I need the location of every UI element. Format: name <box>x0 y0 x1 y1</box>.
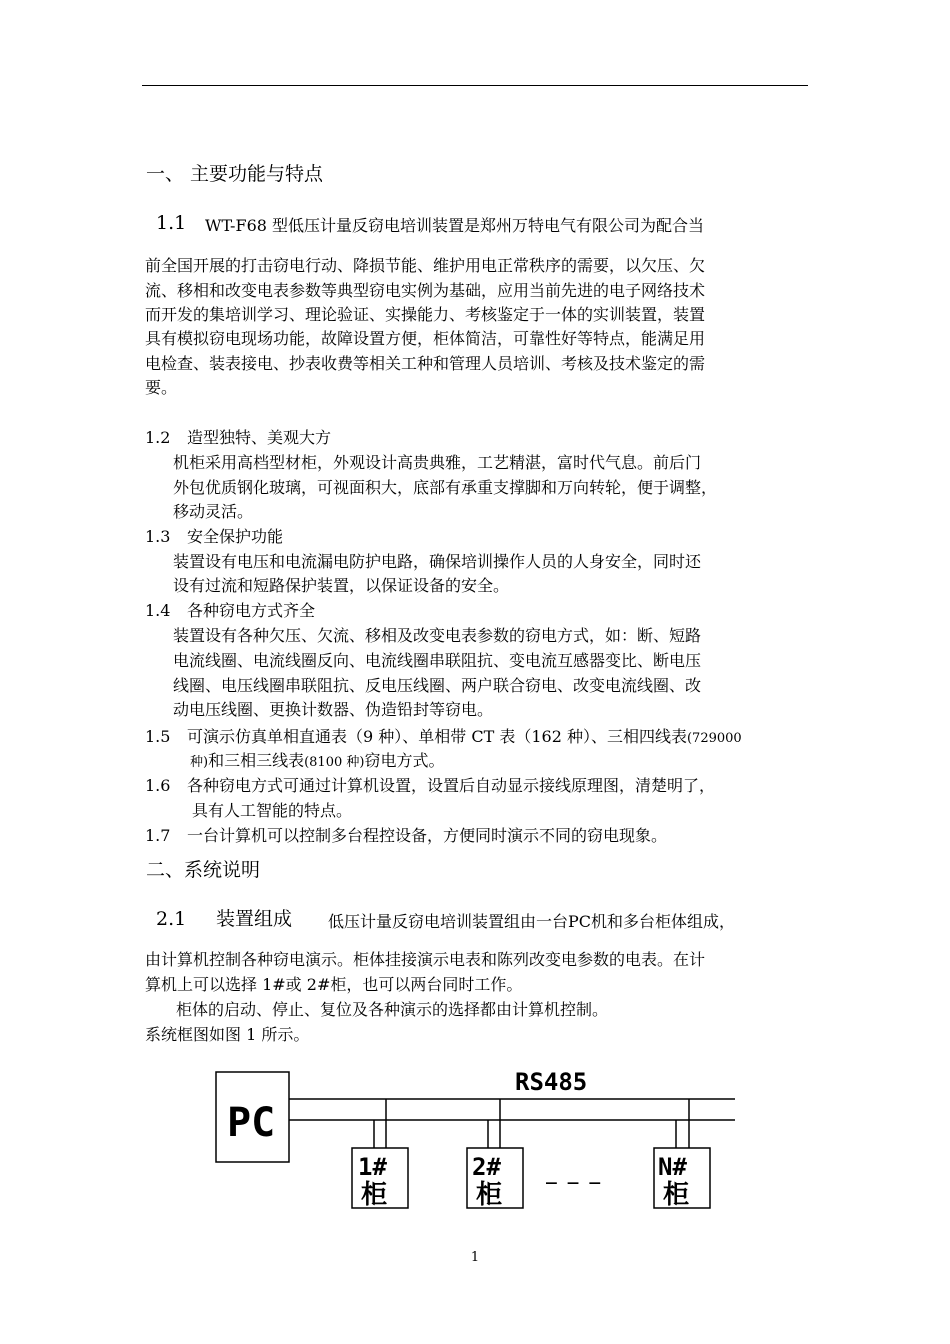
para-1-5-line-1-tail: (729000 <box>686 731 742 746</box>
para-1-4-title: 各种窃电方式齐全 <box>187 601 316 620</box>
cabinet-ellipsis: _ _ _ <box>546 1164 601 1185</box>
para-1-3-line: 装置设有电压和电流漏电防护电路，确保培训操作人员的人身安全，同时还 <box>173 552 702 571</box>
para-2-1-indent-line: 柜体的启动、停止、复位及各种演示的选择都由计算机控制。 <box>176 1000 609 1019</box>
cabinet-1-number: 1# <box>358 1153 387 1181</box>
para-1-6-number: 1.6 <box>145 776 171 795</box>
para-1-4-line: 线圈、电压线圈串联阻抗、反电压线圈、两户联合窃电、改变电流线圈、改 <box>173 676 702 695</box>
para-1-4-line: 电流线圈、电流线圈反向、电流线圈串联阻抗、变电流互感器变比、断电压 <box>173 651 702 670</box>
section2-heading: 二、系统说明 <box>146 859 261 881</box>
para-1-6-line-1: 各种窃电方式可通过计算机设置，设置后自动显示接线原理图，清楚明了， <box>187 776 716 795</box>
bus-label: RS485 <box>515 1068 588 1096</box>
para-1-1-line: 而开发的集培训学习、理论验证、实操能力、考核鉴定于一体的实训装置，装置 <box>145 305 706 324</box>
para-2-1-line: 算机上可以选择 1#或 2#柜，也可以两台同时工作。 <box>145 975 523 994</box>
para-1-6-line-2: 具有人工智能的特点。 <box>192 801 353 820</box>
pc-label: PC <box>227 1100 276 1146</box>
page-number: 1 <box>470 1250 480 1265</box>
cabinet-n-number: N# <box>658 1153 687 1181</box>
para-1-2-line: 移动灵活。 <box>173 502 254 521</box>
cabinet-2-label: 柜 <box>476 1180 503 1210</box>
para-1-5-number: 1.5 <box>145 727 171 746</box>
para-1-3-title: 安全保护功能 <box>187 527 284 546</box>
para-1-5-line-1-main: 可演示仿真单相直通表（9 种）、单相带 CT 表（162 种）、三相四线表 <box>187 727 687 746</box>
para-2-1-number: 2.1 <box>156 908 187 930</box>
para-1-3-line: 设有过流和短路保护装置，以保证设备的安全。 <box>173 576 510 595</box>
section1-heading: 一、 主要功能与特点 <box>146 163 324 185</box>
para-1-7-number: 1.7 <box>145 826 171 845</box>
para-1-5-line-2-head: 种) <box>190 755 209 770</box>
para-1-5-line-2-tail: 窃电方式。 <box>364 751 445 770</box>
para-2-1-figure-ref: 系统框图如图 1 所示。 <box>145 1025 310 1044</box>
cabinet-1-label: 柜 <box>361 1180 388 1210</box>
para-1-1-line: 流、移相和改变电表参数等典型窃电实例为基础，应用当前先进的电子网络技术 <box>145 281 706 300</box>
para-1-7-line-1: 一台计算机可以控制多台程控设备，方便同时演示不同的窃电现象。 <box>187 826 668 845</box>
para-1-4-number: 1.4 <box>145 601 171 620</box>
para-1-1-line: 具有模拟窃电现场功能，故障设置方便，柜体简洁，可靠性好等特点，能满足用 <box>145 329 706 348</box>
cabinet-n-label: 柜 <box>663 1180 690 1210</box>
para-1-5-line-2-main: 和三相三线表 <box>208 751 305 770</box>
para-2-1-line: 由计算机控制各种窃电演示。柜体挂接演示电表和陈列改变电参数的电表。在计 <box>145 950 706 969</box>
para-1-1-line: 前全国开展的打击窃电行动、降损节能、维护用电正常秩序的需要，以欠压、欠 <box>145 256 706 275</box>
para-1-2-number: 1.2 <box>145 428 171 447</box>
para-1-4-line: 装置设有各种欠压、欠流、移相及改变电表参数的窃电方式，如：断、短路 <box>173 626 702 645</box>
para-1-1-line: 要。 <box>145 378 178 397</box>
para-1-2-line: 机柜采用高档型材柜，外观设计高贵典雅，工艺精湛，富时代气息。前后门 <box>173 453 702 472</box>
para-1-1-first-line: WT-F68 型低压计量反窃电培训装置是郑州万特电气有限公司为配合当 <box>205 216 705 235</box>
para-1-2-line: 外包优质钢化玻璃，可视面积大，底部有承重支撑脚和万向转轮，便于调整， <box>173 478 718 497</box>
para-1-3-number: 1.3 <box>145 527 171 546</box>
para-1-1-number: 1.1 <box>156 212 187 234</box>
para-1-1-line: 电检查、装表接电、抄表收费等相关工种和管理人员培训、考核及技术鉴定的需 <box>145 354 706 373</box>
para-1-4-line: 动电压线圈、更换计数器、伪造铅封等窃电。 <box>173 700 494 719</box>
para-2-1-title: 装置组成 <box>216 908 293 930</box>
para-1-2-title: 造型独特、美观大方 <box>187 428 332 447</box>
para-1-5-line-2-small: (8100 种) <box>304 755 365 770</box>
para-2-1-first-line: 低压计量反窃电培训装置组由一台PC机和多台柜体组成， <box>328 912 736 931</box>
cabinet-2-number: 2# <box>472 1153 501 1181</box>
